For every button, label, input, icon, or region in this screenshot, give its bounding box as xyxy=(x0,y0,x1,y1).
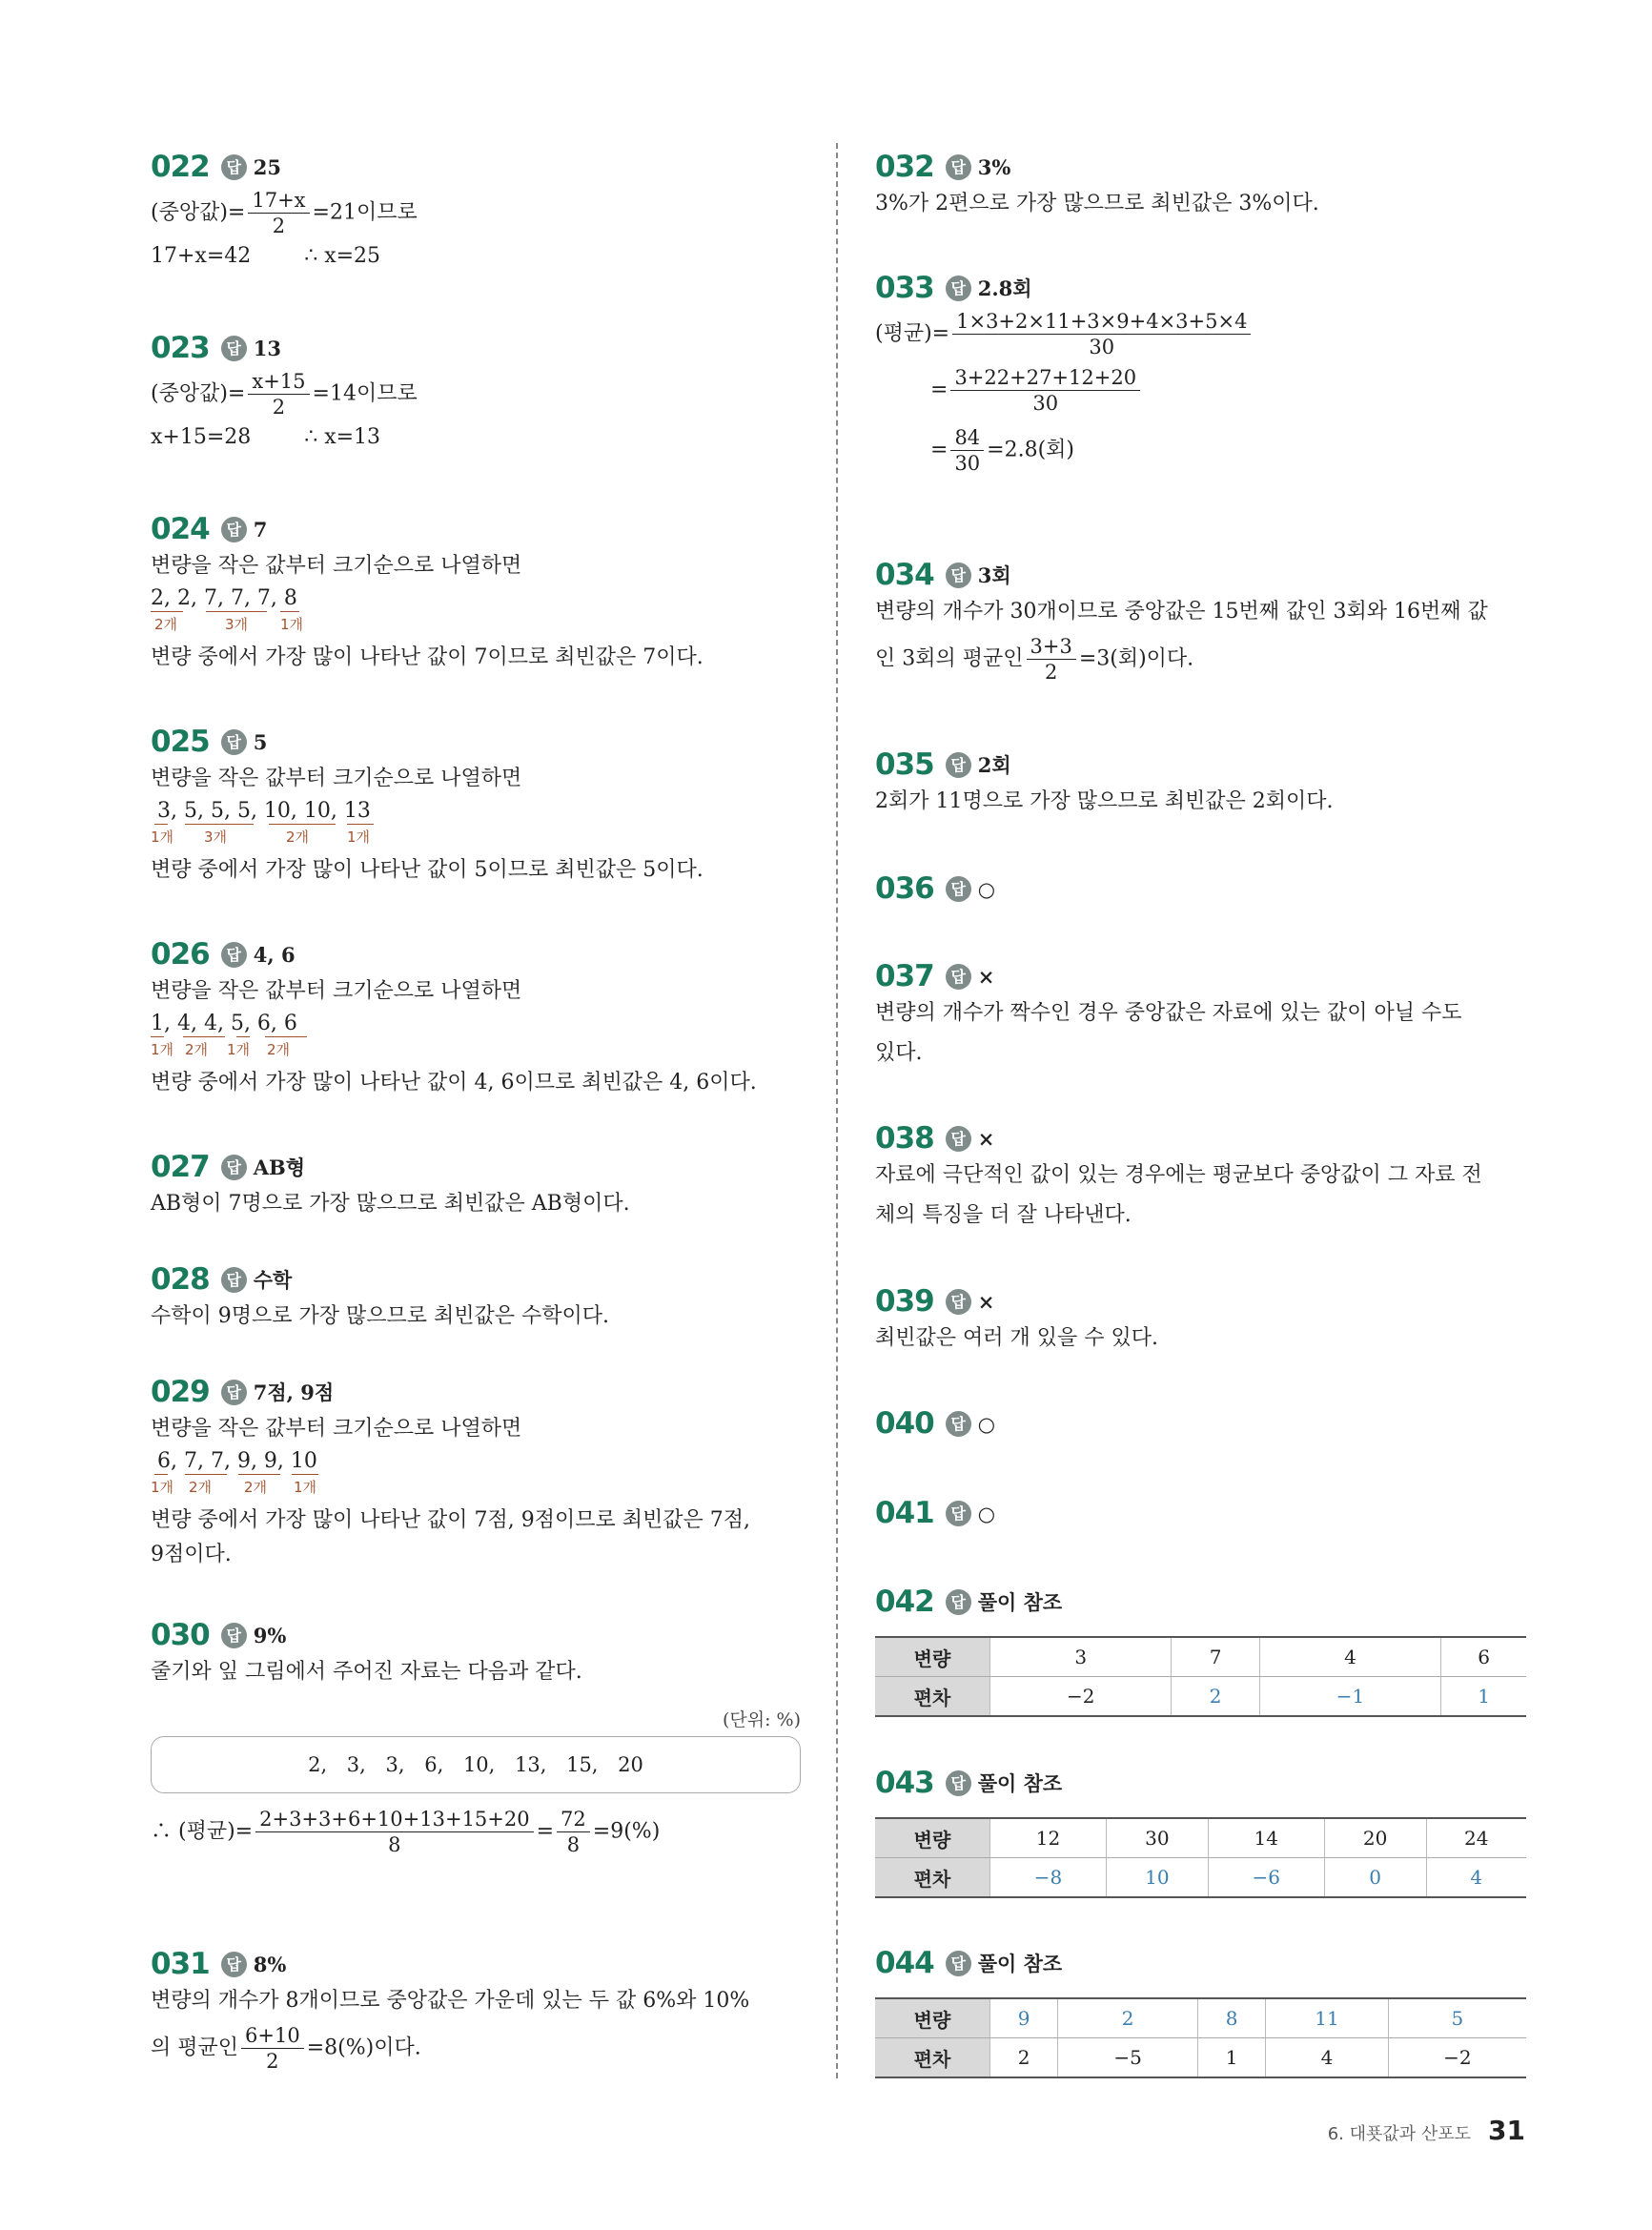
text: =14이므로 xyxy=(312,381,418,406)
problem-number: 022 xyxy=(151,150,210,184)
text: =21이므로 xyxy=(312,200,418,225)
answer: AB형 xyxy=(253,1156,306,1179)
problem-027 xyxy=(151,1148,801,1220)
answer: 8% xyxy=(253,1952,287,1976)
answer: 4, 6 xyxy=(253,942,296,967)
unit-label: (단위: %) xyxy=(722,1709,801,1730)
text: 17+x=42 ∴ x=25 xyxy=(151,244,381,268)
problem-number: 030 xyxy=(151,1618,210,1652)
problem-number: 043 xyxy=(875,1766,934,1800)
problem-number: 037 xyxy=(875,959,934,993)
section-title: 6. 대푯값과 산포도 xyxy=(1327,2124,1472,2144)
answer-badge: 답 xyxy=(221,1623,247,1648)
answer: 2.8회 xyxy=(977,276,1032,300)
answer-badge: 답 xyxy=(946,752,971,778)
text: =8(%)이다. xyxy=(306,2036,421,2060)
text: 변량 중에서 가장 많이 나타난 값이 4, 6이므로 최빈값은 4, 6이다. xyxy=(151,1071,757,1095)
answer: 13 xyxy=(253,336,281,360)
deviation-table: 변량 9 2 8 11 5 편차 2 −5 1 4 −2 xyxy=(875,1997,1526,2078)
problem-030: 030 답 9% 줄기와 잎 그림에서 주어진 자료는 다음과 같다. (단위: %) 2, 3, 3, 6, 10, 13, 15, 20 ∴ (평균)= $\frac{2+3+3+6+10+13+15+20}{8}$ = $\frac{72}{8}$ =9(%) xyxy=(151,1618,801,1856)
answer: 5 xyxy=(253,729,268,754)
problem-number: 027 xyxy=(151,1150,210,1184)
text: =2.8(회) xyxy=(987,438,1075,462)
problem-number: 034 xyxy=(875,558,934,592)
text: (중앙값)= xyxy=(151,381,246,406)
answer: 풀이 참조 xyxy=(977,1771,1063,1795)
text: 3%가 2편으로 가장 많으므로 최빈값은 3%이다. xyxy=(875,192,1319,215)
problem-number: 040 xyxy=(875,1406,934,1441)
answer-badge: 답 xyxy=(946,1951,971,1976)
text: 있다. xyxy=(875,1041,923,1065)
answer: 3회 xyxy=(977,563,1011,587)
answer: 9% xyxy=(253,1623,287,1647)
problem-025 xyxy=(151,723,801,887)
fraction: $\frac{72}{8}$ xyxy=(557,1807,590,1857)
problem-number: 028 xyxy=(151,1262,210,1297)
answer-badge: 답 xyxy=(221,1380,247,1405)
problem-032 xyxy=(875,148,1525,220)
problem-number: 033 xyxy=(875,271,934,305)
page-number: 31 xyxy=(1488,2115,1525,2146)
text: 최빈값은 여러 개 있을 수 있다. xyxy=(875,1326,1158,1350)
fraction: $\frac{2+3+3+6+10+13+15+20}{8}$ xyxy=(255,1807,534,1857)
problem-029 xyxy=(151,1373,801,1571)
fraction: $\frac{1\times 3+2\times 11+3\times 9+4\times 3+5\times 4}{30}$ xyxy=(952,309,1251,359)
problem-number: 036 xyxy=(875,871,934,906)
text: 체의 특징을 더 잘 나타낸다. xyxy=(875,1203,1132,1227)
problem-number: 026 xyxy=(151,937,210,972)
text: 변량 중에서 가장 많이 나타난 값이 7점, 9점이므로 최빈값은 7점, xyxy=(151,1508,750,1532)
text: 변량의 개수가 짝수인 경우 중앙값은 자료에 있는 값이 아닐 수도 xyxy=(875,1001,1462,1025)
answer-badge: 답 xyxy=(946,964,971,990)
answer-badge: 답 xyxy=(221,154,247,180)
sorted-sequence: 2, 2, 7, 7, 7, 8 2개 3개 1개 xyxy=(151,586,304,633)
fraction: $\frac{3+22+27+12+20}{30}$ xyxy=(950,365,1140,416)
problem-028 xyxy=(151,1260,801,1333)
answer: 수학 xyxy=(253,1268,293,1292)
answer: × xyxy=(977,964,995,989)
column-divider xyxy=(836,143,838,2078)
fraction: $\frac{x+15}{2}$ xyxy=(248,369,309,419)
fraction: $\frac{6+10}{2}$ xyxy=(241,2023,304,2074)
problem-022 xyxy=(151,148,801,273)
problem-036 xyxy=(875,869,1525,908)
problem-041 xyxy=(875,1494,1525,1532)
text: ∴ (평균)= xyxy=(151,1819,254,1844)
text: x+15=28 ∴ x=13 xyxy=(151,425,381,449)
text: 줄기와 잎 그림에서 주어진 자료는 다음과 같다. xyxy=(151,1660,582,1684)
answer-badge: 답 xyxy=(946,1589,971,1615)
problem-043 xyxy=(875,1764,1525,1898)
data-box: 2, 3, 3, 6, 10, 13, 15, 20 xyxy=(151,1736,801,1793)
fraction: $\frac{3+3}{2}$ xyxy=(1027,634,1076,685)
problem-037 xyxy=(875,957,1525,1070)
problem-026 xyxy=(151,935,801,1099)
answer: ○ xyxy=(977,876,996,901)
page-footer xyxy=(1328,2115,1525,2146)
problem-number: 023 xyxy=(151,331,210,365)
text: 변량을 작은 값부터 크기순으로 나열하면 xyxy=(151,767,522,790)
problem-042 xyxy=(875,1583,1525,1717)
answer-badge: 답 xyxy=(946,276,971,301)
sorted-sequence: 1, 4, 4, 5, 6, 6 1개 2개 1개 2개 xyxy=(151,1008,801,1065)
answer: 7 xyxy=(253,517,268,542)
answer-badge: 답 xyxy=(946,154,971,180)
problem-number: 044 xyxy=(875,1946,934,1980)
deviation-table: 변량 3 7 4 6 편차 −2 2 −1 1 xyxy=(875,1636,1526,1717)
problem-038 xyxy=(875,1119,1525,1232)
sorted-sequence: 6, 7, 7, 9, 9, 10 1개 2개 2개 1개 xyxy=(151,1449,317,1496)
problem-044 xyxy=(875,1944,1525,2078)
problem-number: 029 xyxy=(151,1375,210,1409)
text: 변량의 개수가 30개이므로 중앙값은 15번째 값인 3회와 16번째 값 xyxy=(875,600,1488,624)
problem-034 xyxy=(875,556,1525,685)
answer: × xyxy=(977,1289,995,1314)
answer-badge: 답 xyxy=(946,1411,971,1437)
text: 변량을 작은 값부터 크기순으로 나열하면 xyxy=(151,979,522,1003)
text: 9점이다. xyxy=(151,1543,232,1566)
answer-badge: 답 xyxy=(221,517,247,542)
problem-number: 035 xyxy=(875,747,934,782)
problem-number: 024 xyxy=(151,512,210,546)
answer: 풀이 참조 xyxy=(977,1590,1063,1614)
problem-039 xyxy=(875,1282,1525,1355)
problem-number: 025 xyxy=(151,725,210,759)
answer-badge: 답 xyxy=(946,1289,971,1315)
problem-number: 039 xyxy=(875,1284,934,1319)
problem-number: 041 xyxy=(875,1496,934,1530)
answer: 7점, 9점 xyxy=(253,1381,335,1404)
answer-badge: 답 xyxy=(946,1770,971,1796)
fraction: $\frac{84}{30}$ xyxy=(950,425,984,476)
answer: 2회 xyxy=(977,753,1011,777)
text: 변량 중에서 가장 많이 나타난 값이 7이므로 최빈값은 7이다. xyxy=(151,645,704,669)
text: 2회가 11명으로 가장 많으므로 최빈값은 2회이다. xyxy=(875,789,1334,813)
text: 의 평균인 xyxy=(151,2036,239,2060)
answer-badge: 답 xyxy=(221,336,247,361)
answer-badge: 답 xyxy=(946,876,971,902)
problem-035 xyxy=(875,746,1525,818)
answer-badge: 답 xyxy=(946,1126,971,1152)
deviation-table: 변량 12 30 14 20 24 편차 −8 10 −6 0 4 xyxy=(875,1817,1526,1898)
answer-badge: 답 xyxy=(221,1155,247,1180)
problem-040 xyxy=(875,1404,1525,1442)
problem-number: 032 xyxy=(875,150,934,184)
answer-badge: 답 xyxy=(221,729,247,755)
problem-024 xyxy=(151,510,801,674)
text: =9(%) xyxy=(592,1819,661,1844)
answer: ○ xyxy=(977,1411,996,1436)
text: AB형이 7명으로 가장 많으므로 최빈값은 AB형이다. xyxy=(151,1192,630,1216)
text: (평균)= xyxy=(875,321,950,346)
answer: 25 xyxy=(253,154,281,179)
problem-number: 042 xyxy=(875,1585,934,1619)
answer: ○ xyxy=(977,1501,996,1525)
fraction: $\frac{17+x}{2}$ xyxy=(248,188,309,238)
text: 인 3회의 평균인 xyxy=(875,646,1024,671)
problem-033: 033 답 2.8회 (평균)= $\frac{1\times 3+2\times 11+3\times 9+4\times 3+5\times 4}{30}$ = $\frac{3+22+27+12+20}{30}$ = $\frac{84}{30}$ =2.8(회) xyxy=(875,269,1525,476)
problem-number: 031 xyxy=(151,1947,210,1981)
sorted-sequence: 3, 5, 5, 5, 10, 10, 13 1개 3개 2개 1개 xyxy=(151,795,801,852)
text: 변량의 개수가 8개이므로 중앙값은 가운데 있는 두 값 6%와 10% xyxy=(151,1989,750,2013)
text: 자료에 극단적인 값이 있는 경우에는 평균보다 중앙값이 그 자료 전 xyxy=(875,1163,1482,1187)
problem-023 xyxy=(151,329,801,454)
answer-badge: 답 xyxy=(221,1952,247,1977)
text: 변량 중에서 가장 많이 나타난 값이 5이므로 최빈값은 5이다. xyxy=(151,858,704,882)
answer-badge: 답 xyxy=(946,1501,971,1526)
text: 변량을 작은 값부터 크기순으로 나열하면 xyxy=(151,1417,522,1441)
answer: × xyxy=(977,1126,995,1151)
answer-badge: 답 xyxy=(221,942,247,968)
text: 수학이 9명으로 가장 많으므로 최빈값은 수학이다. xyxy=(151,1304,609,1328)
problem-number: 038 xyxy=(875,1121,934,1156)
answer-badge: 답 xyxy=(221,1267,247,1293)
text: (중앙값)= xyxy=(151,200,246,225)
answer-badge: 답 xyxy=(946,563,971,588)
problem-031 xyxy=(151,1945,801,2074)
text: =3(회)이다. xyxy=(1078,646,1194,671)
answer: 풀이 참조 xyxy=(977,1952,1063,1975)
text: 변량을 작은 값부터 크기순으로 나열하면 xyxy=(151,554,522,578)
answer: 3% xyxy=(977,154,1011,179)
